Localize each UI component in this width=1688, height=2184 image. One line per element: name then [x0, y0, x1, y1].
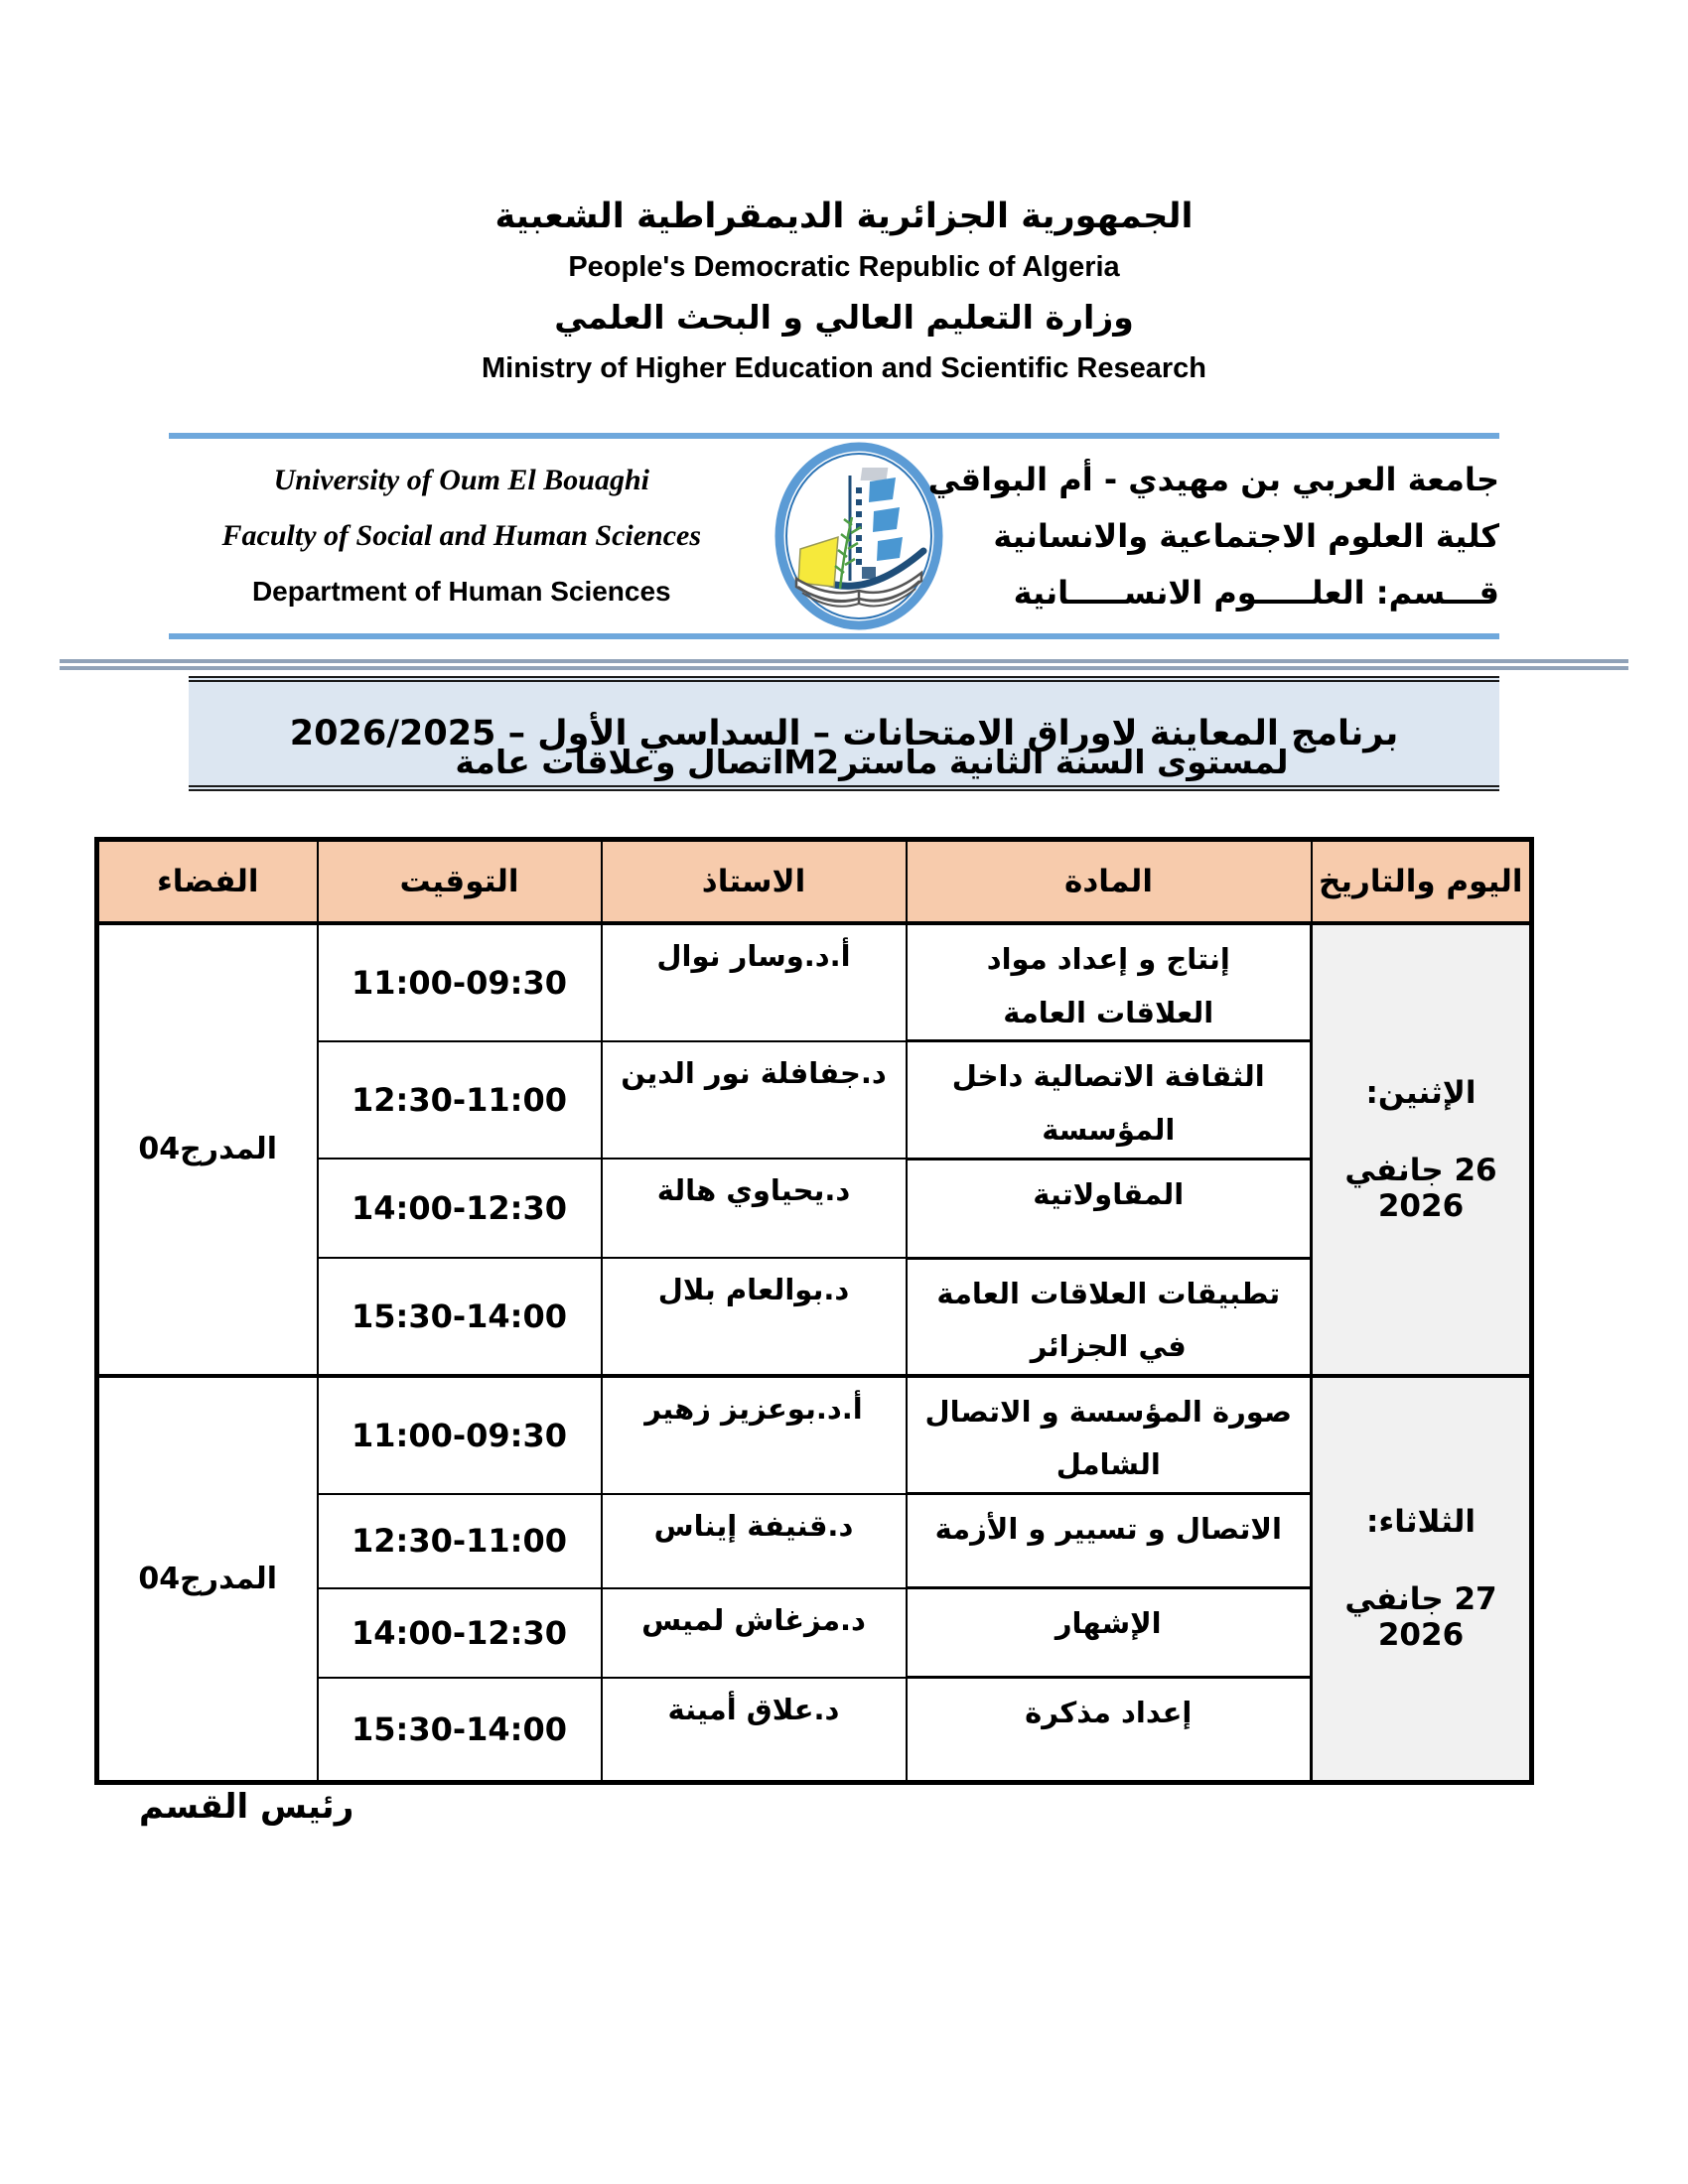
column-header-2: الاستاذ [602, 840, 907, 924]
university-name-arabic: جامعة العربي بن مهيدي - أم البواقي [927, 460, 1499, 498]
date-label: 26 جانفي 2026 [1344, 1152, 1497, 1224]
subject-line: الاتصال و تسيير و الأزمة [934, 1512, 1282, 1547]
letterhead-english-block [169, 453, 755, 619]
subject-cell [907, 1678, 1312, 1783]
national-header [0, 191, 1688, 393]
date-label: 27 جانفي 2026 [1344, 1581, 1497, 1654]
university-name-english: University of Oum El Bouaghi [273, 464, 649, 496]
column-header-4: الفضاء [97, 840, 318, 924]
subject-line: الإشهار [1055, 1606, 1162, 1641]
program-banner-title: برنامج المعاينة لاوراق الامتحانات – السداسي الأول – 2026/2025 [289, 714, 1399, 753]
subject-line: المقاولاتية [1033, 1176, 1185, 1211]
room-cell: المدرج04 [97, 923, 318, 1376]
room-cell: المدرج04 [97, 1376, 318, 1783]
professor-cell: أ.د.بوعزيز زهير [602, 1376, 907, 1494]
republic-title-english: People's Democratic Republic of Algeria [568, 251, 1120, 283]
day-date-cell [1312, 1376, 1532, 1783]
republic-title-arabic: الجمهورية الجزائرية الديمقراطية الشعبية [494, 197, 1194, 236]
time-cell: 15:30-14:00 [318, 1678, 602, 1783]
time-cell: 12:30-11:00 [318, 1041, 602, 1159]
university-logo-icon [774, 442, 943, 630]
subject-line: في الجزائر [1030, 1329, 1187, 1364]
subject-line: إنتاج و إعداد مواد [986, 942, 1230, 976]
professor-cell: د.قنيفة إيناس [602, 1494, 907, 1588]
exam-schedule-table [94, 837, 1534, 1785]
subject-cell [907, 1258, 1312, 1376]
professor-cell: د.علاق أمينة [602, 1678, 907, 1783]
schedule-row [97, 923, 1532, 1041]
subject-cell [907, 1159, 1312, 1258]
subject-cell [907, 1494, 1312, 1588]
subject-line: الثقافة الاتصالية داخل المؤسسة [951, 1059, 1265, 1147]
subject-cell [907, 1376, 1312, 1494]
time-cell: 15:30-14:00 [318, 1258, 602, 1376]
professor-cell: د.مزغاش لميس [602, 1588, 907, 1678]
professor-cell: د.جفافلة نور الدين [602, 1041, 907, 1159]
faculty-name-arabic: كلية العلوم الاجتماعية والانسانية [993, 516, 1499, 555]
letterhead [169, 433, 1499, 639]
subject-line: تطبيقات العلاقات العامة [936, 1276, 1281, 1310]
letterhead-arabic-block [927, 452, 1499, 621]
time-cell: 14:00-12:30 [318, 1159, 602, 1258]
column-header-0: اليوم والتاريخ [1312, 840, 1532, 924]
ministry-title-arabic: وزارة التعليم العالي و البحث العلمي [554, 298, 1134, 337]
professor-cell: أ.د.وسار نوال [602, 923, 907, 1041]
column-header-1: المادة [907, 840, 1312, 924]
subject-cell [907, 1041, 1312, 1159]
subject-line: العلاقات العامة [1003, 995, 1214, 1029]
level-subtitle [0, 743, 1688, 781]
double-rule-bottom-line [60, 666, 1628, 670]
department-name-arabic: قـــسم: العلـــــوم الانســـــانية [1013, 573, 1499, 612]
day-label: الإثنين: [1365, 1074, 1477, 1111]
subject-cell [907, 923, 1312, 1041]
column-header-3: التوقيت [318, 840, 602, 924]
schedule-row [97, 1376, 1532, 1494]
day-label: الثلاثاء: [1366, 1504, 1476, 1541]
exam-schedule-table-wrap [94, 837, 1529, 1785]
time-cell: 11:00-09:30 [318, 923, 602, 1041]
faculty-name-english: Faculty of Social and Human Sciences [221, 519, 702, 552]
professor-cell: د.يحياوي هالة [602, 1159, 907, 1258]
subject-line: صورة المؤسسة و الاتصال الشامل [924, 1394, 1292, 1482]
day-date-cell [1312, 923, 1532, 1376]
double-rule [60, 659, 1628, 670]
subject-line: إعداد مذكرة [1025, 1696, 1193, 1730]
time-cell: 12:30-11:00 [318, 1494, 602, 1588]
signature-title: رئيس القسم [139, 1787, 354, 1827]
department-name-english: Department of Human Sciences [251, 576, 671, 607]
time-cell: 14:00-12:30 [318, 1588, 602, 1678]
subject-cell [907, 1588, 1312, 1678]
table-header-row [97, 840, 1532, 924]
time-cell: 11:00-09:30 [318, 1376, 602, 1494]
ministry-title-english: Ministry of Higher Education and Scientific Research [482, 352, 1206, 384]
level-subtitle-text: لمستوى السنة الثانية ماسترM2اتصال وعلاقات عامة [455, 743, 1289, 781]
professor-cell: د.بوالعام بلال [602, 1258, 907, 1376]
